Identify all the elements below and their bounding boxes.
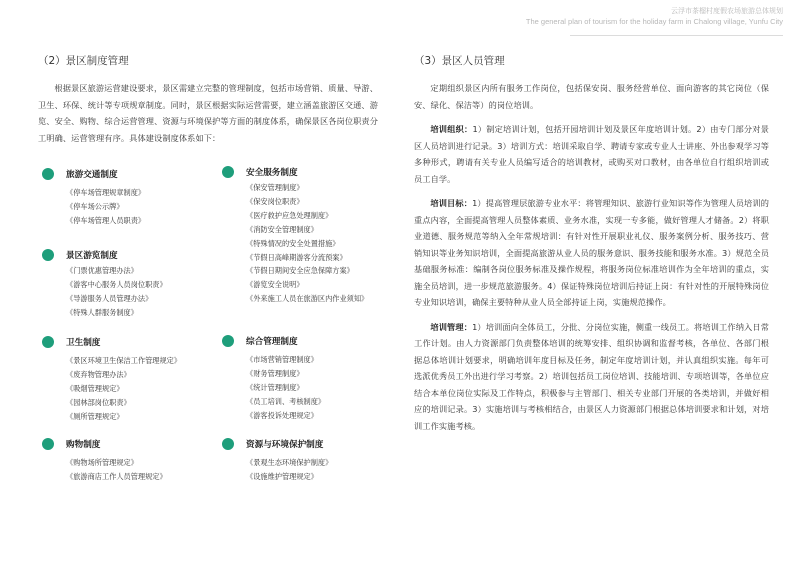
list-item: 《停车场管理规章制度》 [66, 188, 146, 197]
category-title: 卫生制度 [66, 338, 101, 348]
bullet-dot-icon [222, 335, 234, 347]
intro-paragraph: 定期组织景区内所有服务工作岗位，包括保安岗、服务经营单位、面向游客的其它岗位（保安、绿化、保洁等）的岗位培训。 [414, 83, 769, 110]
paragraph-text: 1）培训面向全体员工，分批、分岗位实施，侧重一线员工。将培训工作纳入日常工作计划。由人力资源部门负责整体培训的统筹安排、组织协调和监督考核，各单位、各部门根据总体培训计划要求，明确培训年度目标及任务，制定年度培训计划，并认真组织实施。每年可选派优秀员工外出进行学习考察。2）培训包括员工岗位培训、技能培训、专项培训等，各单位应结合本单位岗位实际及工作特点，积极参与主管部门、相关专业部门开展的各类培训，并做好相应的培训记录。3）实施培训与考核相结合，由景区人力资源部门根据总体培训要求和计划，对培训工作实施考核。 [414, 321, 769, 431]
list-item: 《门票优惠管理办法》 [66, 266, 138, 275]
paragraph-label: 培训管理： [430, 321, 473, 332]
right-column [414, 54, 769, 434]
list-item: 《游客投诉处理规定》 [246, 410, 318, 420]
list-item: 《景观生态环境保护制度》 [246, 458, 333, 467]
category-title: 旅游交通制度 [66, 170, 118, 180]
header-title-en: The general plan of tourism for the holiday farm in Chalong village, Yunfu City [525, 17, 783, 26]
intro-paragraph: 根据景区旅游运营建设要求，景区需建立完整的管理制度，包括市场营销、质量、导游、卫生、环保、统计等专项规章制度。同时，景区根据实际运营需要，建立涵盖旅游区交通、游览、安全、购物、综合运营管理、资源与环境保护等方面的制度体系，确保景区各岗位职责分工明确、运营管理有序。具体建设制度体系如下： [38, 83, 378, 143]
bullet-dot-icon [42, 249, 54, 261]
list-item: 《厕所管理规定》 [66, 411, 124, 421]
list-item: 《导游服务人员管理办法》 [66, 293, 153, 303]
paragraph-label: 培训组织： [430, 124, 473, 134]
list-item: 《保安岗位职责》 [246, 196, 304, 206]
list-item: 《游览安全说明》 [246, 280, 304, 290]
bullet-dot-icon [222, 166, 234, 178]
list-item: 《停车场管理人员职责》 [66, 215, 146, 225]
category-integrated-management [222, 333, 325, 423]
category-title: 综合管理制度 [246, 337, 298, 347]
category-title: 购物制度 [66, 440, 101, 450]
paragraph-label: 培训目标： [430, 198, 473, 208]
list-item: 《节假日高峰期游客分流预案》 [246, 252, 347, 262]
left-column [38, 54, 378, 146]
category-title: 安全服务制度 [246, 168, 298, 178]
list-item: 《购物场所管理规定》 [66, 458, 138, 467]
list-item: 《消防安全管理制度》 [246, 224, 318, 234]
paragraph-text: 1）制定培训计划，包括开园培训计划及景区年度培训计划。2）由专门部分对景区人员培训进行记录。3）培训方式：培训采取自学、聘请专家或专业人士讲座、外出参观学习等多种形式，聘请有关专业人员编写适合的培训教材，或购买对口教材，由各单位自行组织培训或员工自学。 [414, 124, 769, 184]
bullet-dot-icon [42, 438, 54, 450]
category-title: 景区游览制度 [66, 251, 118, 261]
category-sanitation [42, 334, 181, 424]
category-sightseeing [42, 247, 167, 320]
bullet-dot-icon [42, 336, 54, 348]
category-safety [222, 164, 368, 306]
list-item: 《特殊情况的安全处置措施》 [246, 238, 340, 248]
list-item: 《园林部岗位职责》 [66, 397, 131, 407]
header-divider [570, 35, 783, 36]
list-item: 《游客中心服务人员岗位职责》 [66, 279, 167, 289]
header-title-cn: 云浮市茶榴村度假农场旅游总体规划 [671, 7, 783, 15]
list-item: 《景区环境卫生保洁工作管理规定》 [66, 356, 182, 365]
paragraph-text: 1）提高管理层旅游专业水平：将管理知识、旅游行业知识等作为管理人员培训的重点内容，全面提高管理人员整体素质、业务水准，实现一专多能，做好管理人才储备。2）将职业道德、服务规范等纳入全年常规培训：有针对性开展职业礼仪、服务案例分析、服务技巧、营销知识等业务知识培训，全面提高旅游从业人员的服务意识、服务技能和服务水准。3）规范全员基础服务标准：编制各岗位服务标准及操作规程，将服务岗位标准培训作为全年培训的重点，实施全员培训，进一步规范旅游服务。4）保证特殊岗位培训后持证上岗：有针对性的开展特殊岗位专业知识培训，确保主要特种从业人员全部持证上岗，实施规范操作。 [414, 198, 769, 307]
category-title: 资源与环境保护制度 [246, 440, 324, 450]
list-item: 《保安管理制度》 [246, 183, 304, 192]
list-item: 《统计管理制度》 [246, 382, 304, 392]
training-organization-paragraph [414, 121, 769, 187]
category-shopping [42, 436, 167, 484]
bullet-dot-icon [222, 438, 234, 450]
category-transport [42, 166, 145, 228]
training-goals-paragraph [414, 195, 769, 311]
page-header [526, 6, 783, 27]
list-item: 《吸烟管理规定》 [66, 383, 124, 393]
list-item: 《旅游商店工作人员管理规定》 [66, 471, 167, 481]
list-item: 《员工培训、考核制度》 [246, 396, 326, 406]
list-item: 《外来施工人员在旅游区内作业须知》 [246, 294, 369, 304]
list-item: 《医疗救护应急处理制度》 [246, 210, 333, 220]
list-item: 《特殊人群服务制度》 [66, 307, 138, 317]
list-item: 《停车场公示牌》 [66, 201, 124, 211]
section-title-institution: （2）景区制度管理 [38, 55, 129, 67]
training-management-paragraph [414, 319, 769, 435]
list-item: 《设施维护管理规定》 [246, 471, 318, 481]
list-item: 《市场营销管理制度》 [246, 355, 318, 364]
list-item: 《节假日期间安全应急保障方案》 [246, 266, 354, 276]
section-title-personnel: （3）景区人员管理 [414, 55, 505, 67]
bullet-dot-icon [42, 168, 54, 180]
list-item: 《废弃物管理办法》 [66, 369, 131, 379]
list-item: 《财务管理制度》 [246, 368, 304, 378]
category-environment-protection [222, 436, 332, 484]
